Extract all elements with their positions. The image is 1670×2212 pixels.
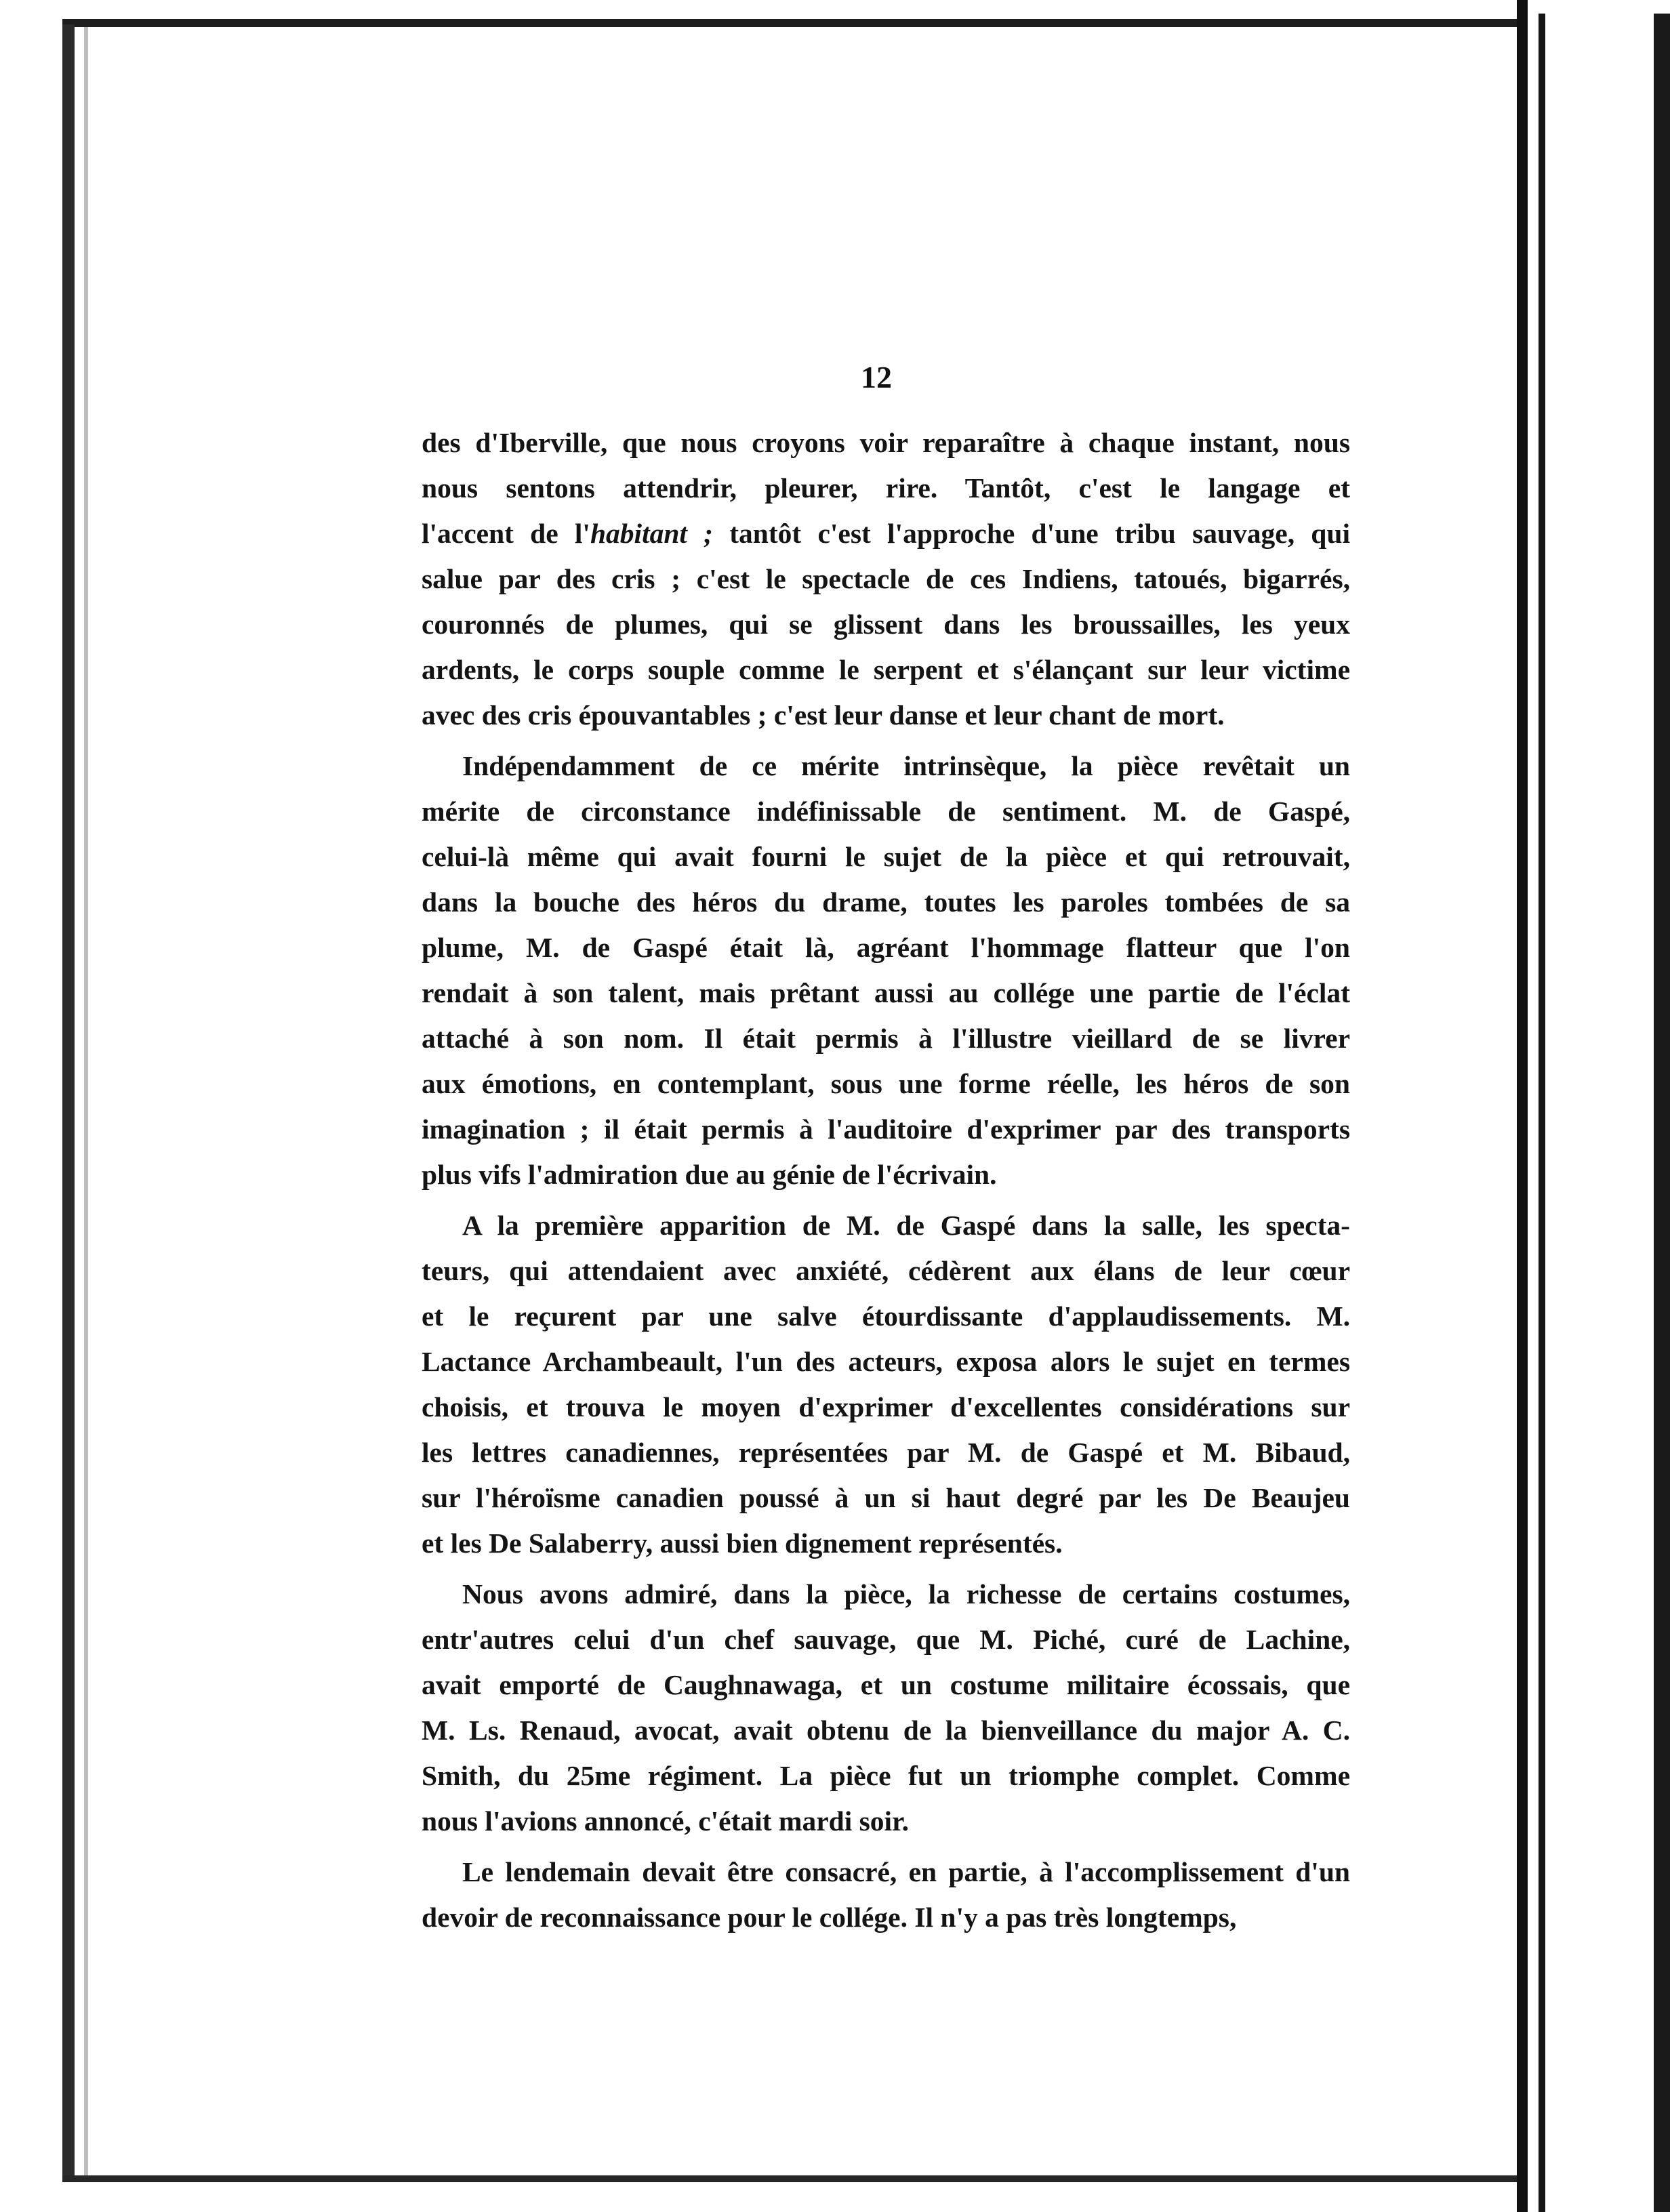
text-line: devoir de reconnaissance pour le collége. Il n'y a pas très longtemps, [422,1902,1237,1933]
scan-border-right [1517,0,1528,2212]
text-line: plume, M. de Gaspé était là, agréant l'hommage flatteur que l'on [422,932,1350,963]
paragraph-gap [422,1566,1350,1572]
text-line: imagination ; il était permis à l'auditoire d'exprimer par des transports [422,1113,1350,1145]
text-line: Indépendamment de ce mérite intrinsèque, la pièce revêtait un [462,750,1350,781]
text-line: avec des cris épouvantables ; c'est leur danse et leur chant de mort. [422,699,1225,731]
text-line: A la première apparition de M. de Gaspé dans la salle, les specta- [462,1210,1350,1241]
text-line: Le lendemain devait être consacré, en partie, à l'accomplissement d'un [462,1856,1350,1887]
text-line: teurs, qui attendaient avec anxiété, cédèrent aux élans de leur cœur [422,1255,1350,1286]
paragraph-gap [422,1844,1350,1849]
text-line: avait emporté de Caughnawaga, et un costume militaire écossais, que [422,1669,1350,1700]
text-line: et le reçurent par une salve étourdissante d'applaudissements. M. [422,1300,1350,1332]
text-line: mérite de circonstance indéfinissable de sentiment. M. de Gaspé, [422,796,1350,827]
text-line: aux émotions, en contemplant, sous une forme réelle, les héros de son [422,1068,1350,1099]
italic-word: habitant ; [590,518,713,549]
next-page-edge [1539,14,1670,2212]
scan-border-top [62,19,1520,27]
text-line: Smith, du 25me régiment. La pièce fut un triomphe complet. Comme [422,1760,1350,1791]
text-line: ardents, le corps souple comme le serpent et s'élançant sur leur victime [422,654,1350,685]
paragraph [422,1572,1350,1844]
text-line: M. Ls. Renaud, avocat, avait obtenu de la bienveillance du major A. C. [422,1715,1350,1746]
text-line: des d'Iberville, que nous croyons voir reparaître à chaque instant, nous [422,427,1350,458]
text-line: Nous avons admiré, dans la pièce, la richesse de certains costumes, [462,1578,1350,1610]
scan-border-bottom [62,2175,1520,2182]
text-line: l'accent de l'habitant ; tantôt c'est l'approche d'une tribu sauvage, qui [422,518,1351,549]
text-line: attaché à son nom. Il était permis à l'illustre vieillard de se livrer [422,1023,1350,1054]
text-line: rendait à son talent, mais prêtant aussi au collége une partie de l'éclat [422,977,1350,1008]
paragraph-gap [422,1197,1350,1203]
paragraph [422,1849,1350,1940]
paragraph [422,1203,1350,1566]
text-line: choisis, et trouva le moyen d'exprimer d'excellentes considérations sur [422,1391,1350,1422]
paragraph [422,743,1350,1197]
paragraph [422,420,1350,738]
scan-border-far-right [1654,14,1670,2212]
text-line: nous sentons attendrir, pleurer, rire. Tantôt, c'est le langage et [422,472,1350,504]
text-line: nous l'avions annoncé, c'était mardi soir. [422,1805,910,1837]
text-line: sur l'héroïsme canadien poussé à un si haut degré par les De Beaujeu [422,1482,1350,1513]
scan-border-left-inner [84,27,88,2175]
text-line: plus vifs l'admiration due au génie de l'écrivain. [422,1159,997,1190]
text-line: salue par des cris ; c'est le spectacle de ces Indiens, tatoués, bigarrés, [422,563,1350,594]
page-number: 12 [861,360,892,394]
paragraph-gap [422,738,1350,743]
text-line: Lactance Archambeault, l'un des acteurs, exposa alors le sujet en termes [422,1346,1350,1377]
text-line: et les De Salaberry, aussi bien dignement représentés. [422,1528,1063,1559]
text-line: celui-là même qui avait fourni le sujet de la pièce et qui retrouvait, [422,841,1350,872]
text-line: couronnés de plumes, qui se glissent dans les broussailles, les yeux [422,609,1350,640]
body-text [422,420,1350,1940]
text-line: dans la bouche des héros du drame, toutes les paroles tombées de sa [422,886,1350,918]
text-line: entr'autres celui d'un chef sauvage, que M. Piché, curé de Lachine, [422,1624,1350,1655]
scan-border-left [62,24,75,2179]
text-line: les lettres canadiennes, représentées par M. de Gaspé et M. Bibaud, [422,1437,1350,1468]
